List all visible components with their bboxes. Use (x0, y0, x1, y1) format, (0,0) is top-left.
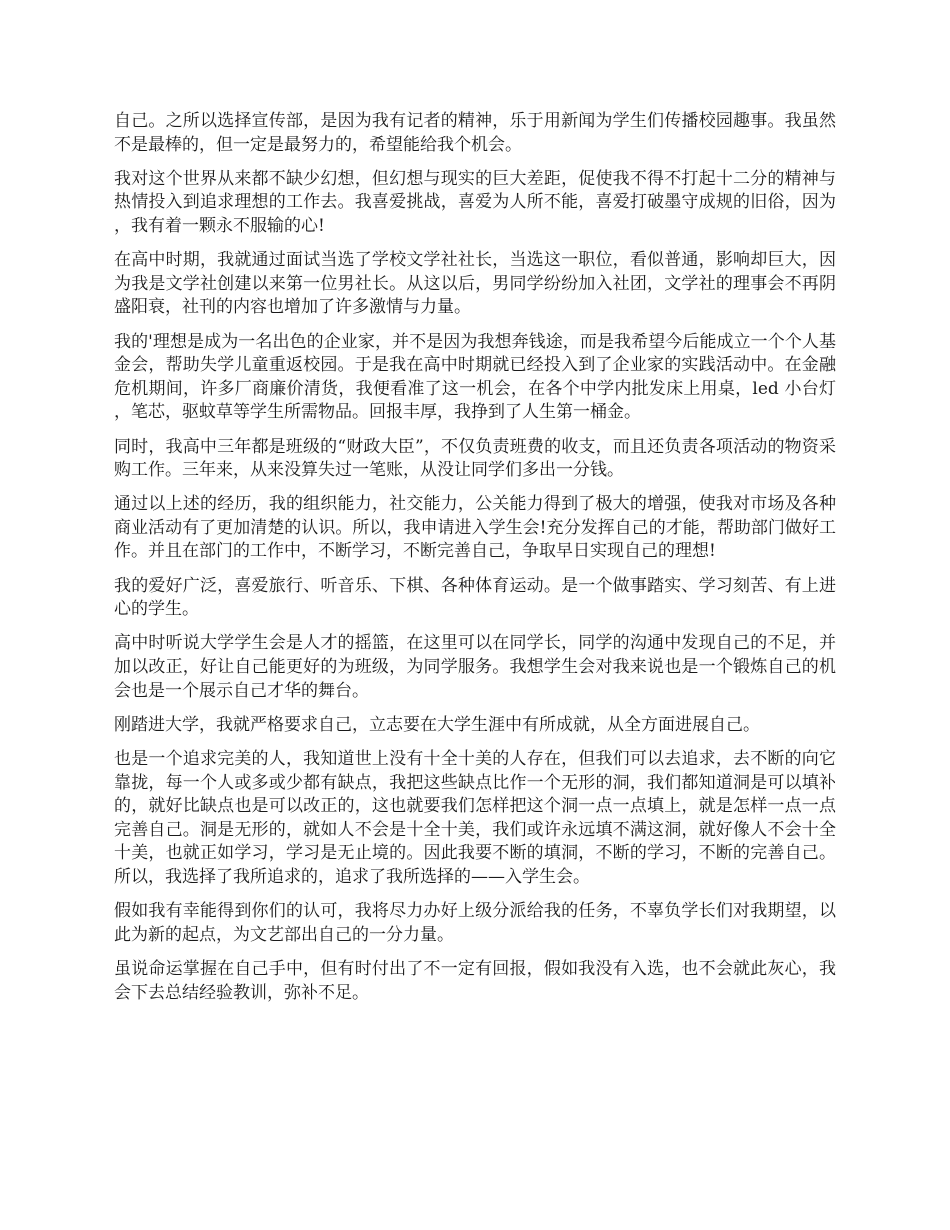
paragraph-11: 假如我有幸能得到你们的认可，我将尽力办好上级分派给我的任务，不辜负学长们对我期望，以此为新的起点，为文艺部出自己的一分力量。 (114, 901, 836, 945)
paragraph-9: 刚踏进大学，我就严格要求自己，立志要在大学生涯中有所成就，从全方面进展自己。 (114, 714, 760, 735)
paragraph-12: 虽说命运掌握在自己手中，但有时付出了不一定有回报，假如我没有入选，也不会就此灰心，我会下去总结经验教训，弥补不足。 (114, 958, 836, 1003)
paragraph-2: 我对这个世界从来都不缺少幻想，但幻想与现实的巨大差距，促使我不得不打起十二分的精神与热情投入到追求理想的工作去。我喜爱挑战，喜爱为人所不能，喜爱打破墨守成规的旧俗，因为，我有着一颗永不服输的心! (114, 168, 836, 236)
paragraph-7: 我的爱好广泛，喜爱旅行、听音乐、下棋、各种体育运动。是一个做事踏实、学习刻苦、有上进心的学生。 (114, 575, 836, 620)
paragraph-4: 我的'理想是成为一名出色的企业家，并不是因为我想奔钱途，而是我希望今后能成立一个个人基金会，帮助失学儿童重返校园。于是我在高中时期就已经投入到了企业家的实践活动中。在金融危机期间，许多厂商廉价清货，我便看准了这一机会，在各个中学内批发床上用桌，led 小台灯，笔芯，驱蚊草等学生所需物品。回报丰厚，我挣到了人生第一桶金。 (114, 331, 836, 423)
paragraph-8: 高中时听说大学学生会是人才的摇篮，在这里可以在同学长，同学的沟通中发现自己的不足，并加以改正，好让自己能更好的为班级，为同学服务。我想学生会对我来说也是一个锻炼自己的机会也是一个展示自己才华的舞台。 (114, 633, 836, 701)
paragraph-5: 同时，我高中三年都是班级的“财政大臣”，不仅负责班费的收支，而且还负责各项活动的物资采购工作。三年来，从来没算失过一笔账，从没让同学们多出一分钱。 (114, 436, 836, 481)
paragraph-10: 也是一个追求完美的人，我知道世上没有十全十美的人存在，但我们可以去追求，去不断的向它靠拢，每一个人或多或少都有缺点，我把这些缺点比作一个无形的洞，我们都知道洞是可以填补的，就好比缺点也是可以改正的，这也就要我们怎样把这个洞一点一点填上，就是怎样一点一点完善自己。洞是无形的，就如人不会是十全十美，我们或许永远填不满这洞，就好像人不会十全十美，也就正如学习，学习是无止境的。因此我要不断的填洞，不断的学习，不断的完善自己。所以，我选择了我所追求的，追求了我所选择的——入学生会。 (114, 749, 836, 887)
document-body (114, 110, 836, 1016)
paragraph-1: 自己。之所以选择宣传部，是因为我有记者的精神，乐于用新闻为学生们传播校园趣事。我虽然不是最棒的，但一定是最努力的，希望能给我个机会。 (114, 111, 836, 155)
paragraph-6: 通过以上述的经历，我的组织能力，社交能力，公关能力得到了极大的增强，使我对市场及各种商业活动有了更加清楚的认识。所以，我申请进入学生会!充分发挥自己的才能，帮助部门做好工作。并且在部门的工作中，不断学习，不断完善自己，争取早日实现自己的理想! (114, 494, 836, 562)
paragraph-3: 在高中时期，我就通过面试当选了学校文学社社长，当选这一职位，看似普通，影响却巨大，因为我是文学社创建以来第一位男社长。从这以后，男同学纷纷加入社团，文学社的理事会不再阴盛阳衰，社刊的内容也增加了许多激情与力量。 (114, 250, 836, 318)
